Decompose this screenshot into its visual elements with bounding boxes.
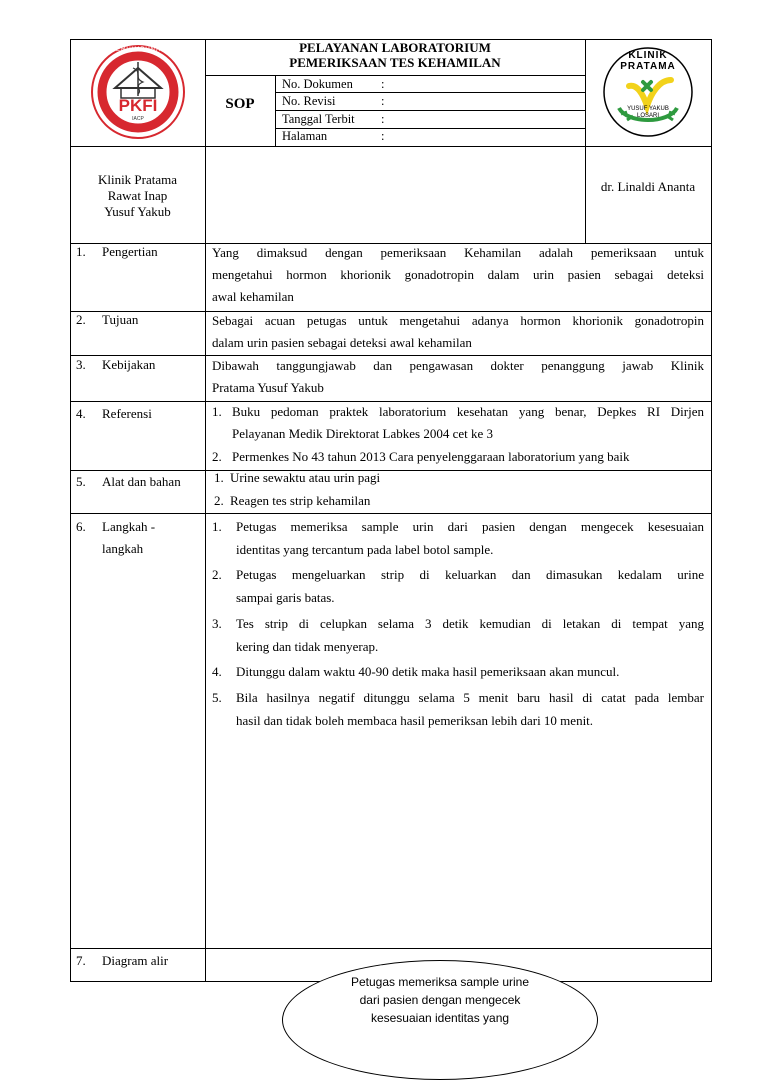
divider [205,146,206,243]
step-line: Ditunggu dalam waktu 40-90 detik maka hasil pemeriksaan akan muncul. [236,664,620,679]
section-number: 5. [76,474,86,489]
divider [275,92,585,93]
section-number: 6. [76,519,86,534]
step-line: Petugas memeriksa sample urin dari pasien dengan mengecek kesesuaian [236,519,704,534]
section-label: Pengertian [102,244,158,259]
section-label-langkah [76,516,201,564]
step-number: 2. [212,567,222,582]
flow-line: dari pasien dengan mengecek [359,993,521,1007]
flow-step-text [310,973,570,1027]
clinic-line-2: Rawat Inap [107,188,168,203]
item-text: Urine sewaktu atau urin pagi [230,470,381,485]
text-line: mengetahui hormon khorionik gonadotropin dalam urin pasien sebagai deteksi [212,267,704,282]
meta-colon: : [381,94,385,108]
meta-label-no-dokumen: No. Dokumen [282,77,353,91]
divider [205,75,585,76]
section-label: Kebijakan [102,357,156,372]
meta-colon: : [381,77,385,91]
clinic-name [70,172,205,220]
step-item [212,612,704,660]
meta-colon: : [381,129,385,143]
section-number: 7. [76,953,86,968]
step-line: identitas yang tercantum pada label botol sample. [236,542,494,557]
klinik-logo-sub2: LOSARI [636,113,659,119]
clinic-line-3: Yusuf Yakub [104,204,171,219]
step-line: kering dan tidak menyerap. [236,639,379,654]
divider [275,110,585,111]
step-number: 4. [212,664,222,679]
item-number: 2. [214,493,224,508]
text-line: Pratama Yusuf Yakub [212,380,324,395]
step-line: Tes strip di celupkan selama 3 detik kemudian di letakan di tempat yang [236,616,704,631]
step-item [212,686,704,734]
item-number: 2. [212,449,222,464]
list-item [214,489,704,511]
clinic-line-1: Klinik Pratama [97,172,178,187]
step-line: Petugas mengeluarkan strip di keluarkan dan dimasukan kedalam urine [236,567,704,582]
klinik-logo-ring-text: KLINIK PRATAMA [620,50,676,72]
step-number: 3. [212,616,222,631]
document-title [205,40,585,70]
step-item [212,563,704,611]
item-line: Buku pedoman praktek laboratorium kesehatan yang benar, Depkes RI Dirjen [232,404,704,419]
section-label: Tujuan [102,312,139,327]
step-line: sampai garis batas. [236,590,335,605]
text-line: dalam urin pasien sebagai deteksi awal kehamilan [212,335,472,350]
pkfi-logo [83,44,193,140]
item-line: Pelayanan Medik Direktorat Labkes 2004 cet ke 3 [232,426,493,441]
flow-line: Petugas memeriksa sample urine [350,975,530,989]
step-line: Bila hasilnya negatif ditunggu selama 5 menit baru hasil di catat pada lembar [236,690,704,705]
step-item [212,515,704,563]
step-number: 1. [212,519,222,534]
divider [70,948,712,949]
klinik-pratama-logo [597,44,699,140]
divider [70,146,712,147]
step-item [212,660,704,684]
step-line: hasil dan tidak boleh membaca hasil pemeriksan lebih dari 10 menit. [236,713,594,728]
text-line: Dibawah tanggungjawab dan pengawasan dokter penanggung jawab Klinik [212,358,704,373]
item-number: 1. [212,404,222,419]
section-number: 3. [76,357,86,372]
sop-label: SOP [225,96,255,112]
section-number: 1. [76,244,86,259]
meta-label-no-revisi: No. Revisi [282,94,336,108]
text-line: awal kehamilan [212,289,294,304]
section-label: Referensi [102,406,152,421]
title-line-2: PEMERIKSAAN TES KEHAMILAN [289,55,501,70]
step-number: 5. [212,690,222,705]
divider [585,39,586,146]
pkfi-logo-org-text: PERHIMPUNAN [111,47,167,53]
section-number: 4. [76,406,86,421]
item-text: Reagen tes strip kehamilan [230,493,371,508]
meta-label-tanggal-terbit: Tanggal Terbit [282,112,355,126]
pkfi-logo-name: PKFI [118,96,158,115]
klinik-logo-sub1: YUSUF YAKUB [627,106,669,112]
text-line: Sebagai acuan petugas untuk mengetahui adanya hormon khorionik gonadotropin [212,313,704,328]
item-number: 1. [214,470,224,485]
section-label: Alat dan bahan [102,474,181,489]
meta-label-halaman: Halaman [282,129,328,143]
title-line-1: PELAYANAN LABORATORIUM [299,40,491,55]
item-line: Permenkes No 43 tahun 2013 Cara penyelenggaraan laboratorium yang baik [232,449,630,464]
section-number: 2. [76,312,86,327]
text-line: Yang dimaksud dengan pemeriksaan Kehamilan adalah pemeriksaan untuk [212,245,704,260]
section-label: Diagram alir [102,953,169,968]
list-item [212,400,704,448]
section-label-line-2: langkah [102,541,144,556]
divider [70,513,712,514]
doctor-name: dr. Linaldi Ananta [600,179,696,194]
meta-colon: : [381,112,385,126]
divider [205,243,206,982]
list-item [214,466,704,488]
pkfi-logo-sub: IACP [132,116,144,122]
flow-line: kesesuaian identitas yang [370,1011,510,1025]
section-label-line-1: Langkah - [102,519,156,534]
